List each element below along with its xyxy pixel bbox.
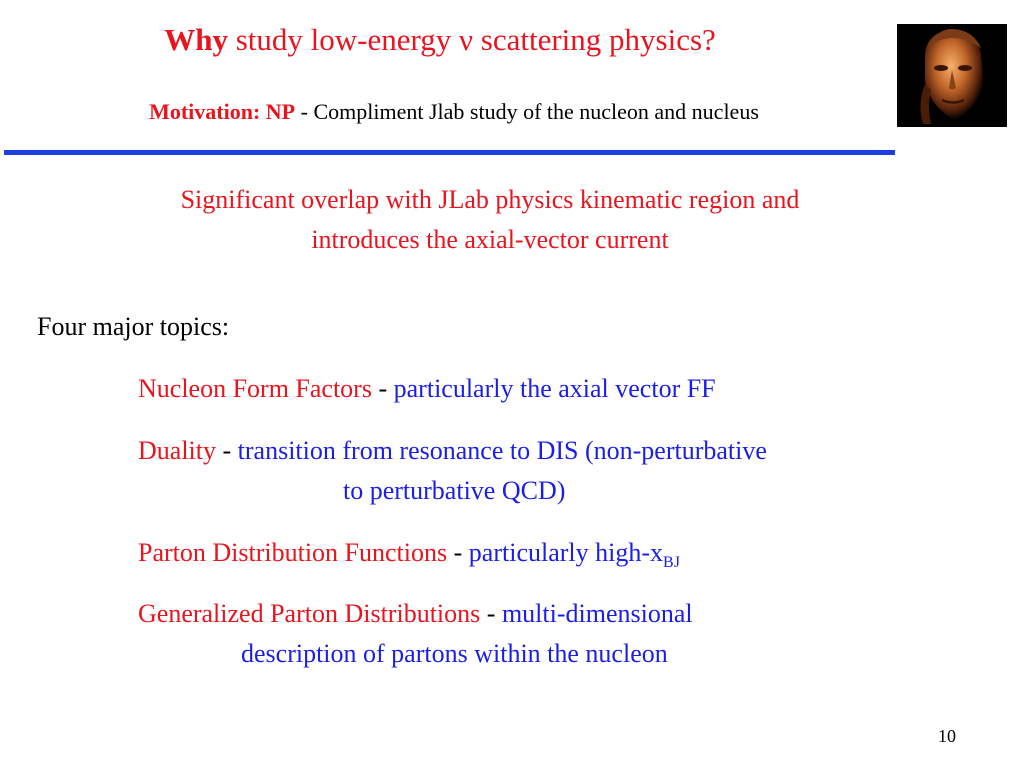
topic-separator: - bbox=[447, 538, 469, 567]
topic-generalized-parton-distributions bbox=[138, 594, 693, 674]
highlight-statement bbox=[40, 180, 940, 260]
topic-description-subscript: BJ bbox=[663, 554, 680, 571]
slide-title bbox=[0, 20, 880, 60]
topic-name: Parton Distribution Functions bbox=[138, 538, 448, 567]
topic-description: particularly high-x bbox=[468, 538, 664, 567]
topic-description-continued: description of partons within the nucleon bbox=[241, 639, 668, 668]
subtitle-text: - Compliment Jlab study of the nucleon and nucleus bbox=[295, 99, 759, 124]
page-number: 10 bbox=[938, 726, 956, 746]
topic-name: Nucleon Form Factors bbox=[138, 374, 372, 403]
topic-name: Duality bbox=[138, 436, 216, 465]
highlight-line-2: introduces the axial-vector current bbox=[311, 225, 669, 254]
topic-separator: - bbox=[371, 374, 394, 403]
topic-separator: - bbox=[480, 599, 502, 628]
topic-name: Generalized Parton Distributions bbox=[138, 599, 481, 628]
topics-heading: Four major topics: bbox=[37, 312, 230, 341]
title-rest: study low-energy ν scattering physics? bbox=[227, 22, 716, 57]
topic-description: transition from resonance to DIS (non-perturbative bbox=[237, 436, 767, 465]
slide-subtitle bbox=[0, 97, 908, 127]
topic-description: multi-dimensional bbox=[501, 599, 693, 628]
portrait-icon bbox=[897, 24, 1007, 127]
topic-duality bbox=[138, 431, 767, 511]
topic-description: particularly the axial vector FF bbox=[393, 374, 716, 403]
highlight-line-1: Significant overlap with JLab physics kinematic region and bbox=[180, 185, 800, 214]
topic-parton-distribution-functions bbox=[138, 533, 680, 573]
topic-separator: - bbox=[216, 436, 238, 465]
subtitle-label: Motivation: NP bbox=[149, 99, 296, 124]
bronze-face-portrait-icon bbox=[897, 24, 1007, 127]
topic-nucleon-form-factors bbox=[138, 369, 716, 409]
topic-description-continued: to perturbative QCD) bbox=[343, 476, 566, 505]
title-emphasis: Why bbox=[164, 22, 228, 57]
header-divider bbox=[4, 150, 895, 155]
